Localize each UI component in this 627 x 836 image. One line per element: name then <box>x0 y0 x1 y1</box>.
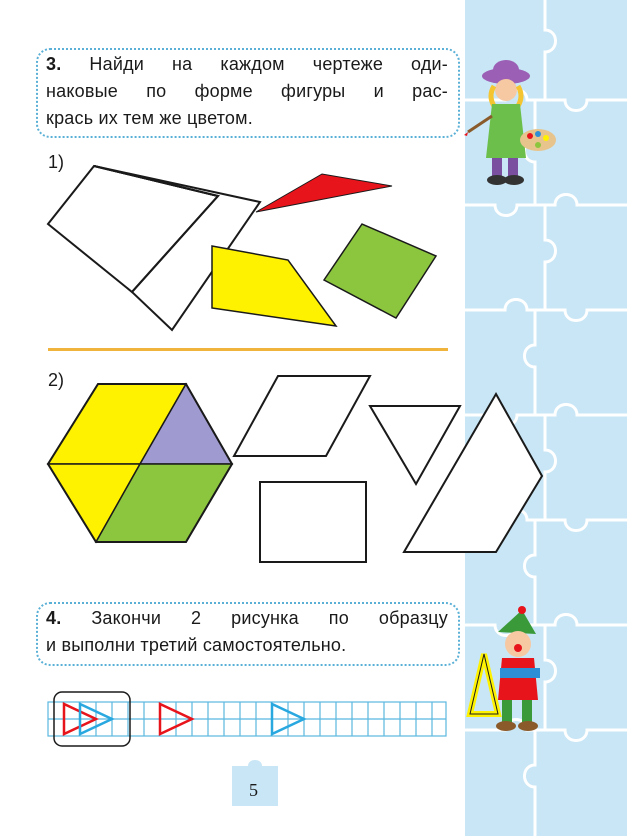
task3-line3: крась их тем же цветом. <box>46 108 253 128</box>
task3-line2: наковые по форме фигуры и рас- <box>46 81 448 101</box>
task3-line1: Найди на каждом чертеже оди- <box>89 54 448 74</box>
outlined-rectangle <box>260 482 366 562</box>
section-divider <box>48 348 448 351</box>
task4-text <box>46 605 448 659</box>
outlined-rhombus <box>234 376 370 456</box>
task3-text <box>46 51 448 132</box>
task3-number: 3. <box>46 54 62 74</box>
gnome-illustration <box>464 604 564 738</box>
yellow-trapezoid <box>212 246 336 326</box>
task4-number: 4. <box>46 608 62 628</box>
grid-exercise <box>44 690 450 750</box>
task4-line2: и выполни третий самостоятельно. <box>46 635 347 655</box>
drawing2-label: 2) <box>48 370 65 390</box>
outlined-triangle <box>370 406 460 484</box>
drawing2 <box>40 372 550 572</box>
green-rhombus <box>324 224 436 318</box>
page-number: 5 <box>249 780 258 800</box>
painter-illustration <box>462 58 564 190</box>
task4-line1: Закончи 2 рисунка по образцу <box>91 608 448 628</box>
drawing1 <box>40 160 450 340</box>
red-triangle <box>256 174 392 212</box>
drawing1-label: 1) <box>48 152 65 172</box>
